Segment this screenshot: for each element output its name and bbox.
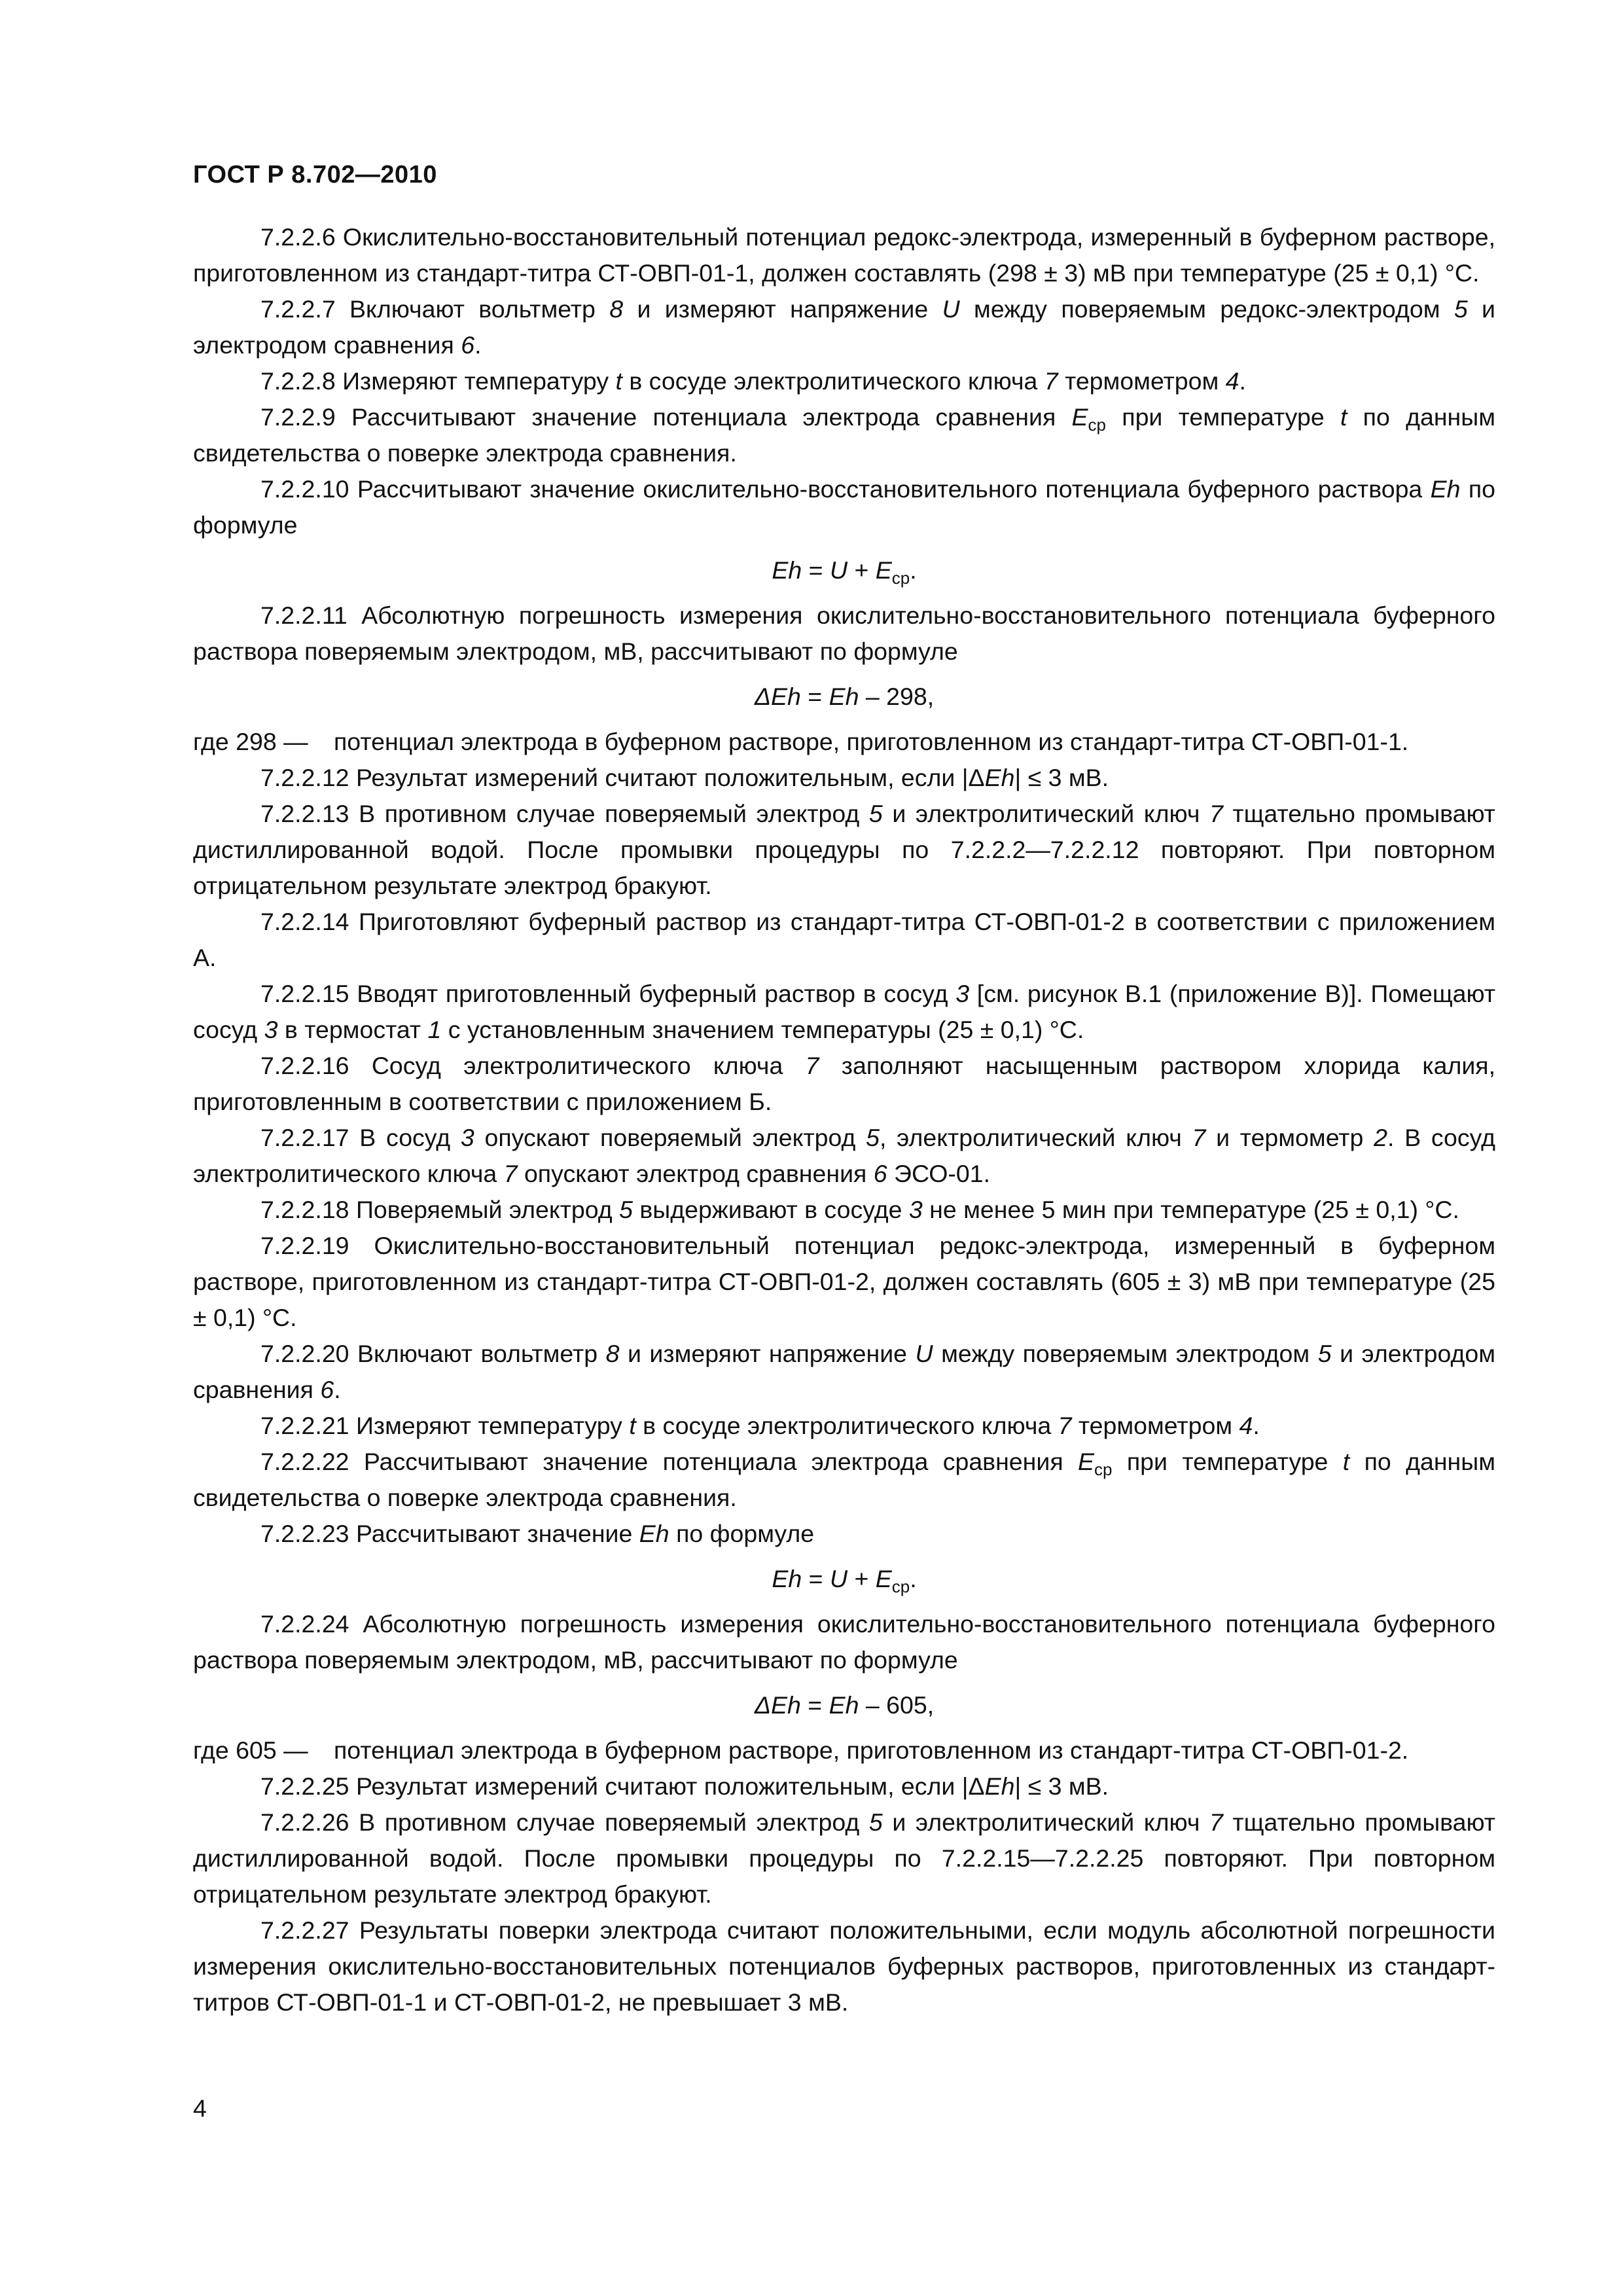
paragraph-7-2-2-15: 7.2.2.15 Вводят приготовленный буферный раствор в сосуд 3 [см. рисунок В.1 (приложение В)]. Помещают сосуд 3 в термостат 1 с установленным значением температуры (25 ± 0,1) °С. xyxy=(193,980,1496,1043)
document-header: ГОСТ Р 8.702—2010 xyxy=(193,161,437,188)
paragraph-7-2-2-22: 7.2.2.22 Рассчитывают значение потенциала электрода сравнения $E_{ср}$ при температуре t по данным свидетельства о поверке электрода сравнения. xyxy=(193,1448,1495,1511)
paragraph-7-2-2-24: 7.2.2.24 Абсолютную погрешность измерения окислительно-восстановительного потенциала буферного раствора поверяемым электродом, мВ, рассчитывают по формуле xyxy=(193,1610,1495,1674)
paragraph-7-2-2-19: 7.2.2.19 Окислительно-восстановительный потенциал редокс-электрода, измеренный в буферном растворе, приготовленном из стандарт-титра СТ-ОВП-01-2, должен составлять (605 ± 3) мВ при температуре (25 ± 0,1) °С. xyxy=(193,1232,1495,1331)
paragraph-7-2-2-23: 7.2.2.23 Рассчитывают значение Eh по формуле xyxy=(260,1520,815,1547)
paragraph-7-2-2-21: 7.2.2.21 Измеряют температуру t в сосуде электролитического ключа 7 термометром 4. xyxy=(260,1412,1260,1439)
paragraph-7-2-2-11: 7.2.2.11 Абсолютную погрешность измерения окислительно-восстановительного потенциала буферного раствора поверяемым электродом, мВ, рассчитывают по формуле xyxy=(193,601,1495,665)
paragraph-7-2-2-14: 7.2.2.14 Приготовляют буферный раствор из стандарт-титра СТ-ОВП-01-2 в соответствии с приложением А. xyxy=(193,908,1495,971)
paragraph-7-2-2-13: 7.2.2.13 В противном случае поверяемый электрод 5 и электролитический ключ 7 тщательно промывают дистиллированной водой. После промывки процедуры по 7.2.2.2—7.2.2.12 повторяют. При повторном отрицательном результате электрод бракуют. xyxy=(193,800,1495,899)
paragraph-7-2-2-17: 7.2.2.17 В сосуд 3 опускают поверяемый электрод 5, электролитический ключ 7 и термометр 2. В сосуд электролитического ключа 7 опускают электрод сравнения 6 ЭСО-01. xyxy=(193,1124,1496,1187)
document-body xyxy=(193,219,1495,2020)
paragraph-7-2-2-25: 7.2.2.25 Результат измерений считают положительным, если |ΔEh| ≤ 3 мВ. xyxy=(260,1772,1109,1800)
paragraph-7-2-2-16: 7.2.2.16 Сосуд электролитического ключа 7 заполняют насыщенным раствором хлорида калия, приготовленным в соответствии с приложением Б. xyxy=(193,1052,1496,1115)
paragraph-7-2-2-12: 7.2.2.12 Результат измерений считают положительным, если |ΔEh| ≤ 3 мВ. xyxy=(260,764,1109,791)
paragraph-7-2-2-6: 7.2.2.6 Окислительно-восстановительный потенциал редокс-электрода, измеренный в буферном растворе, приготовленном из стандарт-титра СТ-ОВП-01-1, должен составлять (298 ± 3) мВ при температуре (25 ± 0,1) °С. xyxy=(193,223,1495,287)
paragraph-7-2-2-7: 7.2.2.7 Включают вольтметр 8 и измеряют напряжение U между поверяемым редокс-электродом 5 и электродом сравнения 6. xyxy=(193,295,1496,359)
where-clause-605: где 605 — потенциал электрода в буферном растворе, приготовленном из стандарт-титра СТ-ОВП-01-2. xyxy=(193,1736,1409,1764)
paragraph-7-2-2-20: 7.2.2.20 Включают вольтметр 8 и измеряют напряжение U между поверяемым электродом 5 и электродом сравнения 6. xyxy=(193,1340,1495,1403)
formula-eh-1: $Eh = U + E_{ср}$. xyxy=(772,556,917,588)
where-clause-298: где 298 — потенциал электрода в буферном растворе, приготовленном из стандарт-титра СТ-ОВП-01-1. xyxy=(193,728,1409,755)
formula-delta-eh-605: ΔEh = Eh – 605, xyxy=(754,1691,935,1719)
paragraph-7-2-2-26: 7.2.2.26 В противном случае поверяемый электрод 5 и электролитический ключ 7 тщательно промывают дистиллированной водой. После промывки процедуры по 7.2.2.15—7.2.2.25 повторяют. При повторном отрицательном результате электрод бракуют. xyxy=(193,1808,1495,1908)
paragraph-7-2-2-8: 7.2.2.8 Измеряют температуру t в сосуде электролитического ключа 7 термометром 4. xyxy=(260,367,1246,395)
page-number: 4 xyxy=(193,2094,207,2122)
formula-delta-eh-298: ΔEh = Eh – 298, xyxy=(754,683,935,710)
formula-eh-2: $Eh = U + E_{ср}$. xyxy=(772,1565,917,1596)
paragraph-7-2-2-10: 7.2.2.10 Рассчитывают значение окислительно-восстановительного потенциала буферного раствора Eh по формуле xyxy=(193,475,1495,539)
paragraph-7-2-2-18: 7.2.2.18 Поверяемый электрод 5 выдерживают в сосуде 3 не менее 5 мин при температуре (25 ± 0,1) °С. xyxy=(260,1196,1459,1223)
paragraph-7-2-2-27: 7.2.2.27 Результаты поверки электрода считают положительными, если модуль абсолютной погрешности измерения окислительно-восстановительных потенциалов буферных растворов, приготовленных из стандарт-титров СТ-ОВП-01-1 и СТ-ОВП-01-2, не превышает 3 мВ. xyxy=(193,1916,1495,2016)
paragraph-7-2-2-9: 7.2.2.9 Рассчитывают значение потенциала электрода сравнения $E_{ср}$ при температуре t по данным свидетельства о поверке электрода сравнения. xyxy=(193,403,1495,467)
